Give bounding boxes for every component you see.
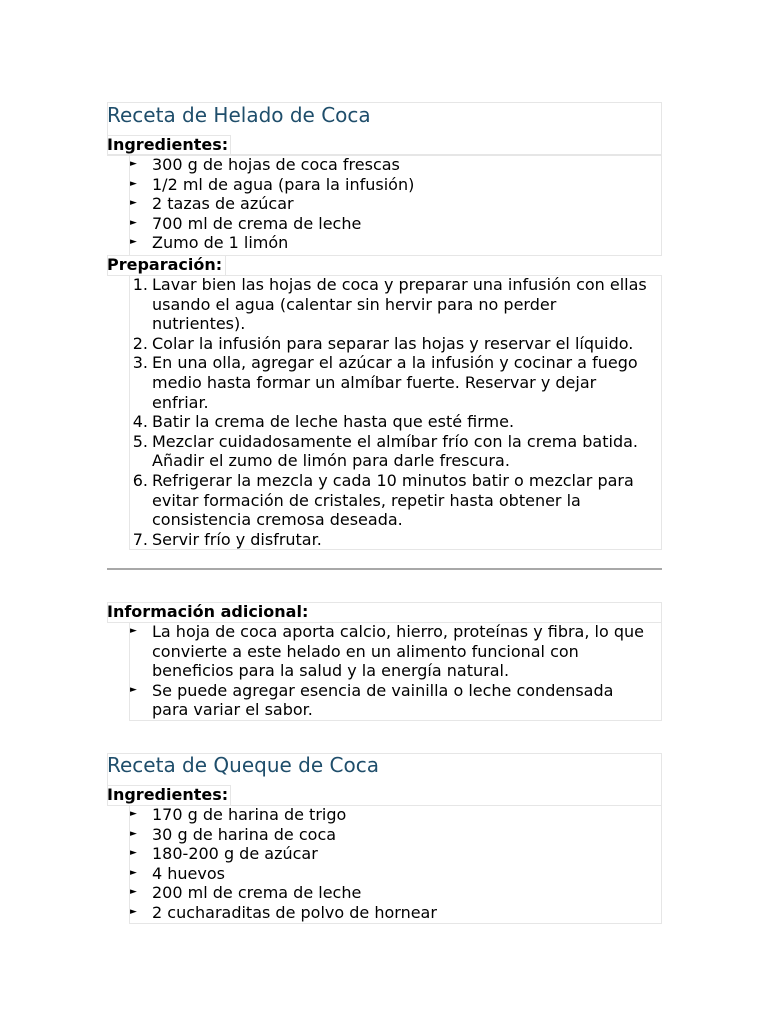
bullet-icon: ►: [130, 867, 137, 878]
bullet-icon: ►: [130, 198, 137, 209]
bullet-icon: ►: [130, 887, 137, 898]
recipe1-ingredients-list: [130, 155, 650, 253]
bullet-icon: ►: [130, 828, 137, 839]
list-item: 6. Refrigerar la mezcla y cada 10 minutos batir o mezclar para evitar formación de cristales, repetir hasta obtener la consistencia cremosa deseada.: [132, 470, 634, 530]
additional-label: Información adicional:: [107, 602, 309, 621]
bullet-icon: ►: [130, 848, 137, 859]
list-item: ► La hoja de coca aporta calcio, hierro, proteínas y fibra, lo que convierte a este helado en un alimento funcional con beneficios para la salud y la energía natural.: [130, 622, 644, 681]
list-item: 7. Servir frío y disfrutar.: [132, 529, 322, 549]
bullet-icon: ►: [130, 809, 137, 819]
bullet-icon: ►: [130, 159, 137, 169]
list-item: ► Zumo de 1 limón: [130, 233, 289, 253]
recipe1-title: Receta de Helado de Coca: [107, 103, 371, 127]
list-item: ► 30 g de harina de coca: [130, 824, 337, 844]
list-item: 4. Batir la crema de leche hasta que esté firme.: [132, 412, 515, 432]
recipe1-steps-list: [130, 275, 652, 549]
list-item: ► 180-200 g de azúcar: [130, 844, 318, 864]
list-item: ► 300 g de hojas de coca frescas: [130, 155, 400, 174]
recipe1-preparation-label: Preparación:: [107, 255, 223, 274]
list-item: ► 170 g de harina de trigo: [130, 805, 347, 824]
bullet-icon: ►: [130, 217, 137, 228]
list-item: ► 1/2 ml de agua (para la infusión): [130, 174, 415, 194]
bullet-icon: ►: [130, 684, 137, 695]
bullet-icon: ►: [130, 178, 137, 189]
list-item: ► 2 tazas de azúcar: [130, 194, 294, 214]
recipe2-title: Receta de Queque de Coca: [107, 753, 379, 777]
list-item: ► 2 cucharaditas de polvo de hornear: [130, 902, 437, 922]
list-item: ► 700 ml de crema de leche: [130, 213, 362, 233]
list-item: ► 4 huevos: [130, 863, 225, 883]
additional-items-list: [130, 622, 652, 720]
bullet-icon: ►: [130, 626, 137, 636]
list-item: 5. Mezclar cuidadosamente el almíbar frío con la crema batida. Añadir el zumo de limón para darle frescura.: [132, 431, 638, 471]
list-item: ► 200 ml de crema de leche: [130, 883, 362, 903]
list-item: 1. Lavar bien las hojas de coca y preparar una infusión con ellas usando el agua (calentar sin hervir para no perder nutrientes).: [132, 275, 647, 334]
recipe1-ingredients-label: Ingredientes:: [107, 135, 229, 154]
horizontal-rule: [107, 568, 662, 570]
recipe2-ingredients-label: Ingredientes:: [107, 785, 229, 804]
bullet-icon: ►: [130, 237, 137, 248]
list-item: 2. Colar la infusión para separar las hojas y reservar el líquido.: [132, 333, 634, 353]
list-item: ► Se puede agregar esencia de vainilla o leche condensada para variar el sabor.: [130, 680, 614, 720]
bullet-icon: ►: [130, 906, 137, 917]
list-item: 3. En una olla, agregar el azúcar a la infusión y cocinar a fuego medio hasta formar un almíbar fuerte. Reservar y dejar enfriar.: [132, 353, 638, 412]
recipe2-ingredients-list: [130, 805, 650, 923]
